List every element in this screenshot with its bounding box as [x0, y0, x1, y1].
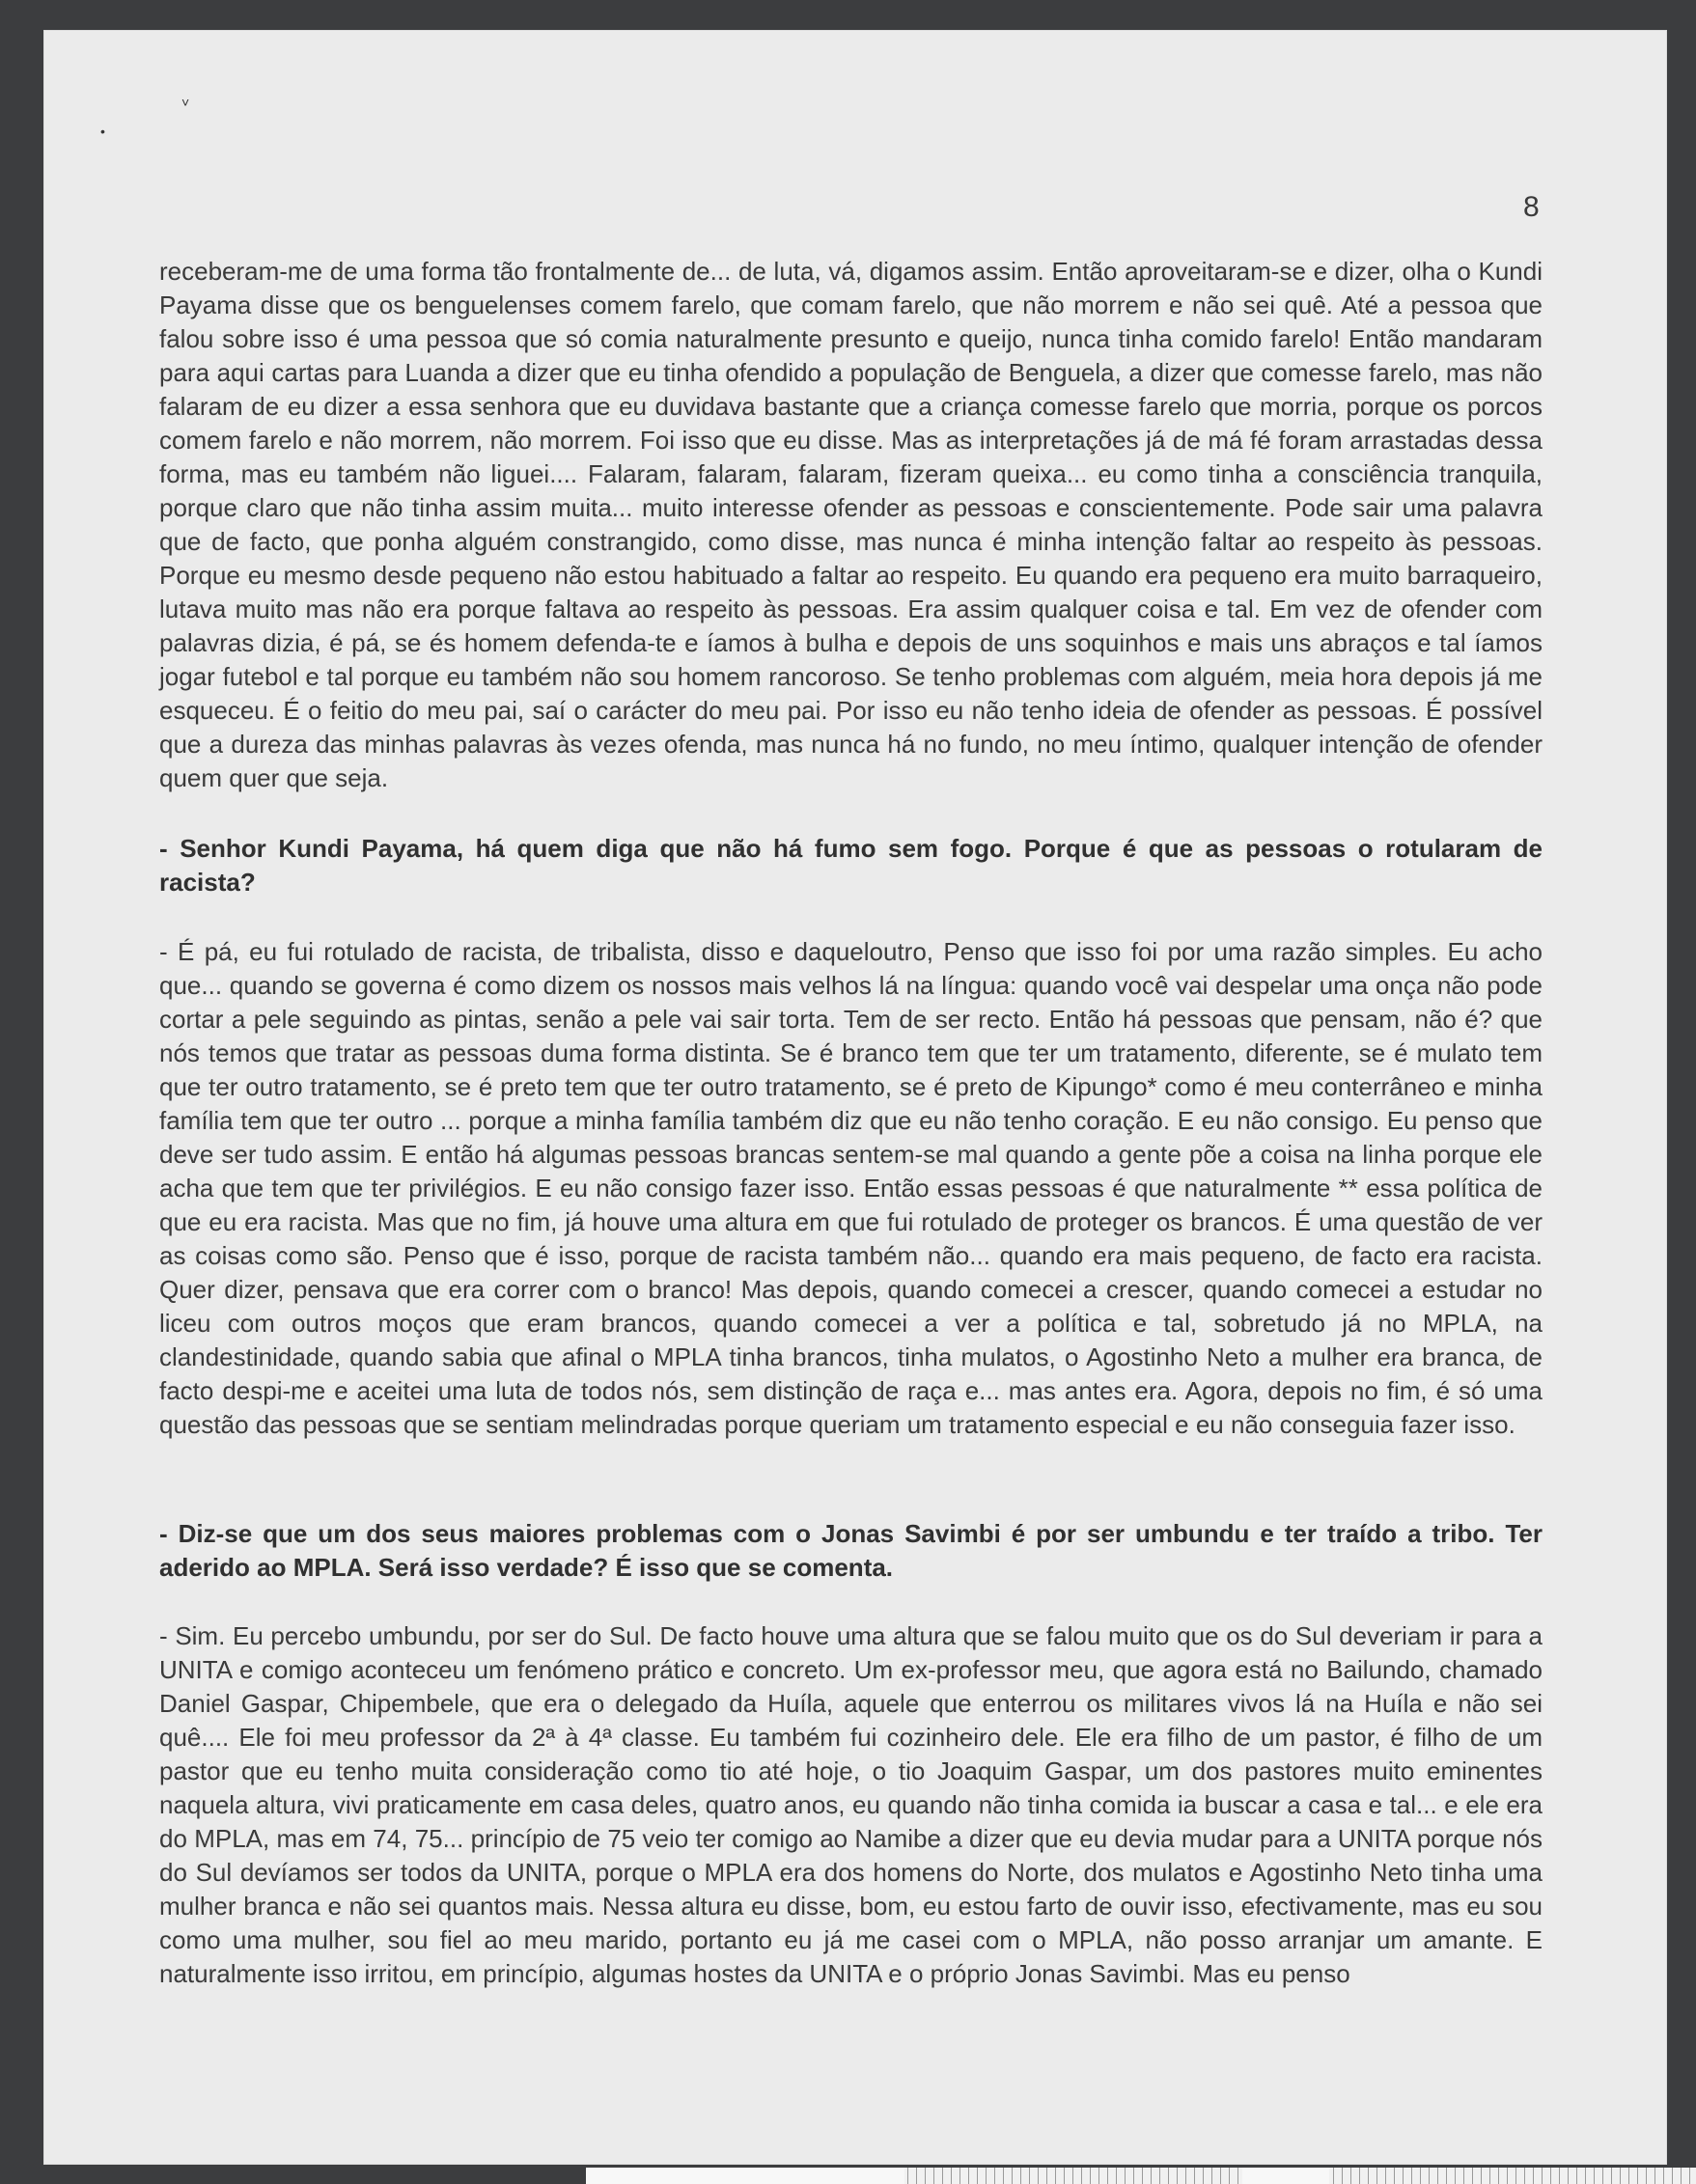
- scan-scale-ruler: [586, 2168, 1696, 2184]
- question-paragraph-2: - Diz-se que um dos seus maiores problemas com o Jonas Savimbi é por ser umbundu e ter traído a tribo. Ter aderido ao MPLA. Será isso verdade? É isso que se comenta.: [159, 1519, 1543, 1582]
- answer-paragraph-1: receberam-me de uma forma tão frontalmente de... de luta, vá, digamos assim. Então aproveitaram-se e dizer, olha o Kundi Payama disse que os benguelenses comem farelo, que comam farelo, que não morrem e não sei quê. Até a pessoa que falou sobre isso é uma pessoa que só comia naturalmente presunto e queijo, nunca tinha comido farelo! Então mandaram para aqui cartas para Luanda a dizer que eu tinha ofendido a população de Benguela, a dizer que comesse farelo, mas não falaram de eu dizer a essa senhora que eu duvidava bastante que a criança comesse farelo que morria, porque os porcos comem farelo e não morrem, não morrem. Foi isso que eu disse. Mas as interpretações já de má fé foram arrastadas dessa forma, mas eu também não liguei.... Falaram, falaram, falaram, fizeram queixa... eu como tinha a consciência tranquila, porque claro que não tinha assim muita... muito interesse ofender as pessoas e conscientemente. Pode sair uma palavra que de facto, que ponha alguém constrangido, como disse, mas nunca é minha intenção faltar ao respeito às pessoas. Porque eu mesmo desde pequeno não estou habituado a faltar ao respeito. Eu quando era pequeno era muito barraqueiro, lutava muito mas não era porque faltava ao respeito às pessoas. Era assim qualquer coisa e tal. Em vez de ofender com palavras dizia, é pá, se és homem defenda-te e íamos à bulha e depois de uns soquinhos e mais uns abraços e tal íamos jogar futebol e tal porque eu também não sou homem rancoroso. Se tenho problemas com alguém, meia hora depois já me esqueceu. É o feitio do meu pai, saí o carácter do meu pai. Por isso eu não tenho ideia de ofender as pessoas. É possível que a dureza das minhas palavras às vezes ofenda, mas nunca há no fundo, no meu íntimo, qualquer intenção de ofender quem quer que seja.: [159, 257, 1543, 792]
- question-paragraph-1: - Senhor Kundi Payama, há quem diga que não há fumo sem fogo. Porque é que as pessoas o rotularam de racista?: [159, 834, 1543, 897]
- answer-paragraph-2: - É pá, eu fui rotulado de racista, de tribalista, disso e daqueloutro, Penso que isso foi por uma razão simples. Eu acho que... quando se governa é como dizem os nossos mais velhos lá na língua: quando você vai despelar uma onça não pode cortar a pele seguindo as pintas, senão a pele vai sair torta. Tem de ser recto. Então há pessoas que pensam, não é? que nós temos que tratar as pessoas duma forma distinta. Se é branco tem que ter um tratamento, diferente, se é mulato tem que ter outro tratamento, se é preto tem que ter outro tratamento, se é preto de Kipungo* como é meu conterrâneo e minha família tem que ter outro ... porque a minha família também diz que eu não tenho coração. E eu não consigo. Eu penso que deve ser tudo assim. E então há algumas pessoas brancas sentem-se mal quando a gente põe a coisa na linha porque ele acha que tem que ter privilégios. E eu não consigo fazer isso. Então essas pessoas é que naturalmente ** essa política de que eu era racista. Mas que no fim, já houve uma altura em que fui rotulado de proteger os brancos. É uma questão de ver as coisas como são. Penso que é isso, porque de racista também não... quando era mais pequeno, de facto era racista. Quer dizer, pensava que era correr com o branco! Mas depois, quando comecei a crescer, quando comecei a estudar no liceu com outros moços que eram brancos, quando comecei a ver a política e tal, sobretudo já no MPLA, na clandestinidade, quando sabia que afinal o MPLA tinha brancos, tinha mulatos, o Agostinho Neto a mulher era branca, de facto despi-me e aceitei uma luta de todos nós, sem distinção de raça e... mas antes era. Agora, depois no fim, é só uma questão das pessoas que se sentiam melindradas porque queriam um tratamento especial e eu não conseguia fazer isso.: [159, 937, 1543, 1439]
- answer-paragraph-3: - Sim. Eu percebo umbundu, por ser do Sul. De facto houve uma altura que se falou muito que os do Sul deveriam ir para a UNITA e comigo aconteceu um fenómeno prático e concreto. Um ex-professor meu, que agora está no Bailundo, chamado Daniel Gaspar, Chipembele, que era o delegado da Huíla, aquele que enterrou os militares vivos lá na Huíla e não sei quê.... Ele foi meu professor da 2ª à 4ª classe. Eu também fui cozinheiro dele. Ele era filho de um pastor, é filho de um pastor que eu tenho muita consideração como tio até hoje, o tio Joaquim Gaspar, um dos pastores muito eminentes naquela altura, vivi praticamente em casa deles, quatro anos, eu quando não tinha comida ia buscar a casa e tal... e ele era do MPLA, mas em 74, 75... princípio de 75 veio ter comigo ao Namibe a dizer que eu devia mudar para a UNITA porque nós do Sul devíamos ser todos da UNITA, porque o MPLA era dos homens do Norte, dos mulatos e Agostinho Neto tinha uma mulher branca e não sei quantos mais. Nessa altura eu disse, bom, eu estou farto de ouvir isso, efectivamente, mas eu sou como uma mulher, sou fiel ao meu marido, portanto eu já me casei com o MPLA, não posso arranjar um amante. E naturalmente isso irritou, em princípio, algumas hostes da UNITA e o próprio Jonas Savimbi. Mas eu penso: [159, 1621, 1543, 1988]
- page-number: 8: [1523, 191, 1540, 223]
- scan-speck-mark: ˅: [181, 95, 190, 110]
- scan-dot-mark: •: [100, 124, 105, 139]
